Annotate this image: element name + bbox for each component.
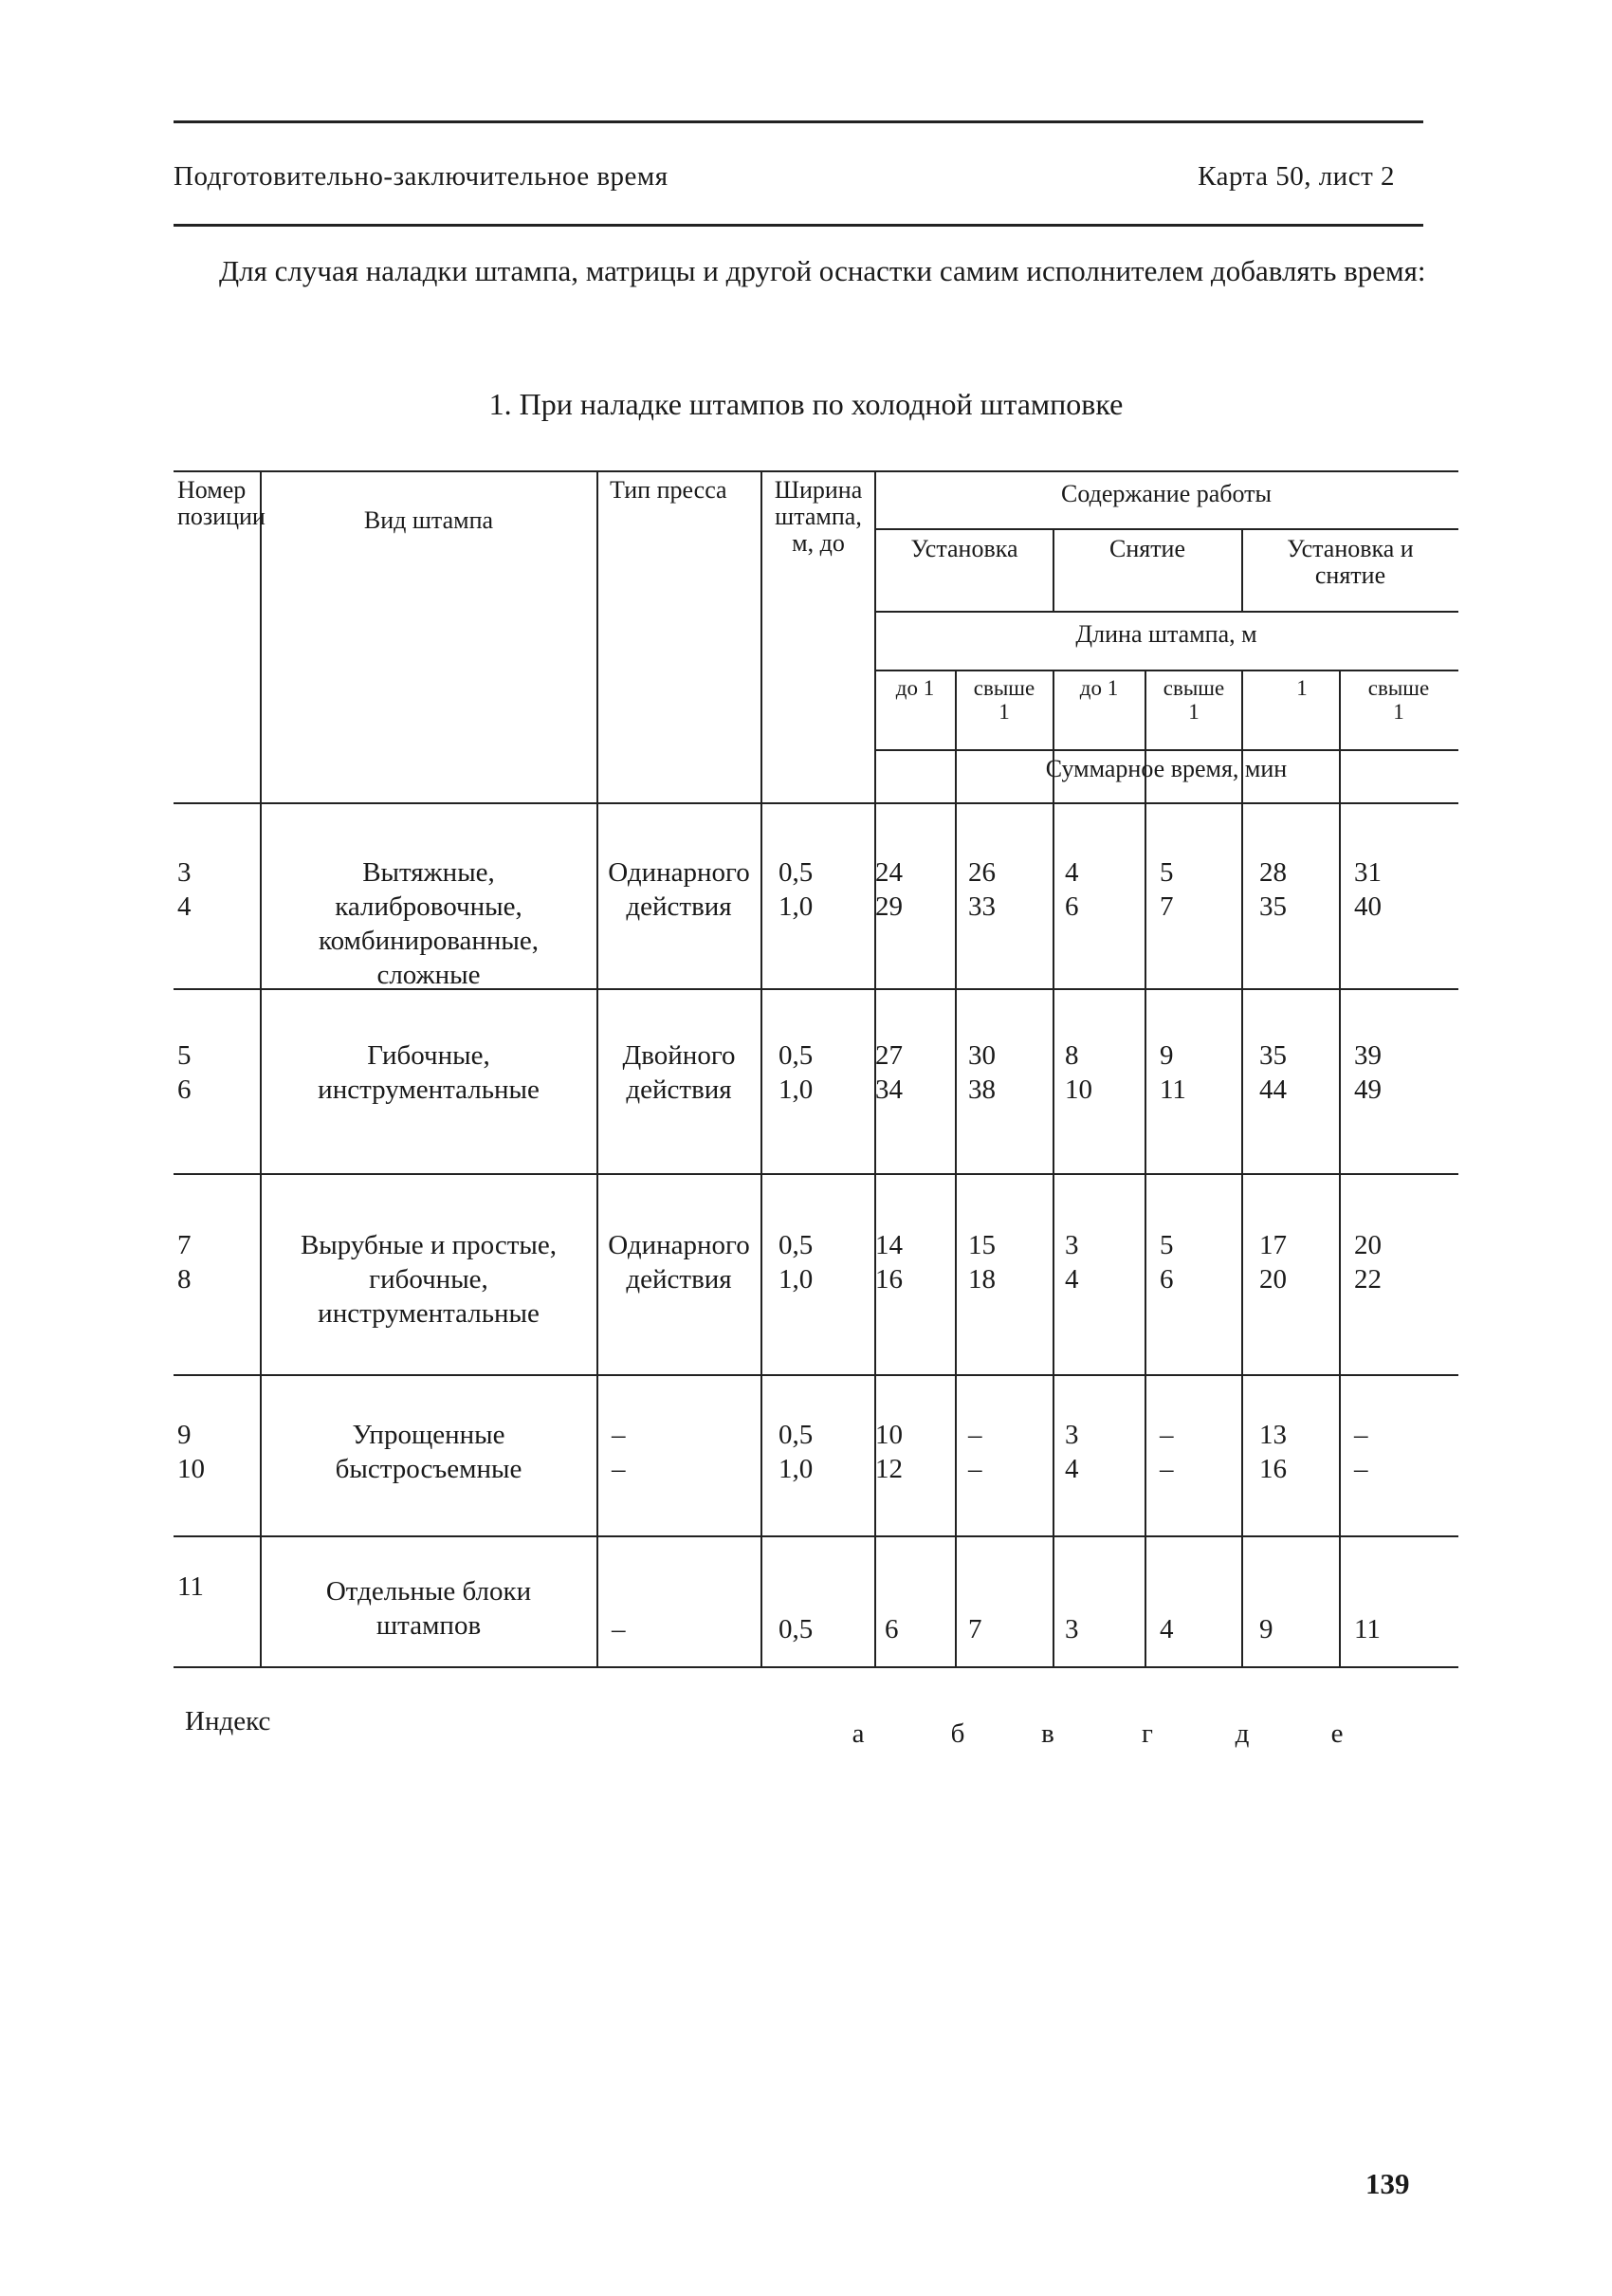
value-cell: 7 bbox=[968, 1614, 982, 1644]
value-cell: 15 18 bbox=[968, 1230, 996, 1295]
value-cell: 3 bbox=[1065, 1614, 1079, 1644]
index-letter: а bbox=[852, 1718, 865, 1749]
row-numbers: 7 8 bbox=[177, 1230, 192, 1295]
page-number: 139 bbox=[1365, 2167, 1410, 2200]
index-letter: г bbox=[1142, 1718, 1153, 1749]
value-cell: 4 bbox=[1160, 1614, 1174, 1644]
header-stamp-kind: Вид штампа bbox=[363, 506, 494, 534]
subheader-f: свыше 1 bbox=[1367, 676, 1430, 724]
header-installation: Установка bbox=[910, 535, 1018, 562]
subheader-d: свыше 1 bbox=[1163, 676, 1225, 724]
value-cell: 8 10 bbox=[1065, 1040, 1092, 1105]
index-letter: е bbox=[1330, 1718, 1344, 1749]
header-position-number: Номер позиции bbox=[177, 476, 266, 530]
value-cell: 5 6 bbox=[1160, 1230, 1174, 1295]
value-cell: 14 16 bbox=[875, 1230, 903, 1295]
card-reference: Карта 50, лист 2 bbox=[1198, 161, 1395, 192]
stamp-kind-cell: Отдельные блоки штампов bbox=[325, 1576, 532, 1641]
value-cell: 20 22 bbox=[1354, 1230, 1382, 1295]
header-install-and-remove: Установка и снятие bbox=[1287, 535, 1414, 589]
header-removal: Снятие bbox=[1108, 535, 1186, 562]
press-type-cell: – bbox=[612, 1614, 626, 1644]
value-cell: 13 16 bbox=[1259, 1420, 1287, 1484]
header-work-content: Содержание работы bbox=[1061, 480, 1272, 507]
value-cell: 28 35 bbox=[1259, 857, 1287, 922]
subheader-c: до 1 bbox=[1079, 676, 1119, 700]
value-cell: 17 20 bbox=[1259, 1230, 1287, 1295]
width-values: 0,5 bbox=[779, 1614, 814, 1644]
subheader-b: свыше 1 bbox=[973, 676, 1035, 724]
value-cell: – – bbox=[1160, 1420, 1174, 1484]
width-values: 0,5 1,0 bbox=[779, 1230, 814, 1295]
press-type-cell: Двойного действия bbox=[622, 1040, 736, 1105]
width-values: 0,5 1,0 bbox=[779, 1420, 814, 1484]
index-label: Индекс bbox=[185, 1706, 271, 1736]
header-title: Подготовительно-заключительное время bbox=[174, 161, 669, 192]
stamp-kind-cell: Упрощенные быстросъемные bbox=[335, 1420, 522, 1484]
value-cell: 24 29 bbox=[875, 857, 903, 922]
running-header bbox=[174, 161, 1423, 201]
header-stamp-width: Ширина штампа, м, до bbox=[774, 476, 863, 557]
value-cell: 27 34 bbox=[875, 1040, 903, 1105]
section-title: 1. При наладке штампов по холодной штамповке bbox=[488, 387, 1124, 421]
value-cell: 6 bbox=[885, 1614, 899, 1644]
press-type-cell: Одинарного действия bbox=[608, 1230, 750, 1295]
row-numbers: 3 4 bbox=[177, 857, 192, 922]
value-cell: 5 7 bbox=[1160, 857, 1174, 922]
subheader-e: 1 bbox=[1296, 676, 1308, 700]
value-cell: 4 6 bbox=[1065, 857, 1079, 922]
header-total-time: Суммарное время, мин bbox=[1045, 755, 1288, 782]
header-top-rule bbox=[174, 120, 1423, 123]
header-press-type: Тип пресса bbox=[610, 476, 727, 504]
stamp-kind-cell: Вырубные и простые, гибочные, инструментальные bbox=[300, 1230, 558, 1329]
value-cell: 30 38 bbox=[968, 1040, 996, 1105]
value-cell: 11 bbox=[1354, 1614, 1381, 1644]
press-type-cell: – – bbox=[612, 1420, 626, 1484]
row-numbers: 5 6 bbox=[177, 1040, 192, 1105]
value-cell: 31 40 bbox=[1354, 857, 1382, 922]
value-cell: 35 44 bbox=[1259, 1040, 1287, 1105]
index-letter: б bbox=[950, 1718, 965, 1749]
value-cell: 3 4 bbox=[1065, 1420, 1079, 1484]
header-stamp-length: Длина штампа, м bbox=[1075, 620, 1257, 648]
press-type-cell: Одинарного действия bbox=[608, 857, 750, 922]
index-letter: в bbox=[1041, 1718, 1054, 1749]
value-cell: 3 4 bbox=[1065, 1230, 1079, 1295]
value-cell: 26 33 bbox=[968, 857, 996, 922]
stamp-kind-cell: Вытяжные, калибровочные, комбинированные, сложные bbox=[318, 857, 540, 990]
value-cell: 10 12 bbox=[875, 1420, 903, 1484]
header-bottom-rule bbox=[174, 224, 1423, 227]
row-numbers: 11 bbox=[177, 1571, 204, 1602]
intro-paragraph: Для случая наладки штампа, матрицы и другой оснастки самим исполнителем добавлять время: bbox=[219, 254, 1426, 287]
value-cell: – – bbox=[968, 1420, 982, 1484]
value-cell: 9 11 bbox=[1160, 1040, 1186, 1105]
width-values: 0,5 1,0 bbox=[779, 857, 814, 922]
row-numbers: 9 10 bbox=[177, 1420, 205, 1484]
width-values: 0,5 1,0 bbox=[779, 1040, 814, 1105]
stamp-setup-table bbox=[174, 469, 1458, 1693]
value-cell: – – bbox=[1354, 1420, 1368, 1484]
index-letter: д bbox=[1235, 1718, 1250, 1749]
subheader-a: до 1 bbox=[895, 676, 935, 700]
stamp-kind-cell: Гибочные, инструментальные bbox=[318, 1040, 540, 1105]
value-cell: 9 bbox=[1259, 1614, 1273, 1644]
value-cell: 39 49 bbox=[1354, 1040, 1382, 1105]
